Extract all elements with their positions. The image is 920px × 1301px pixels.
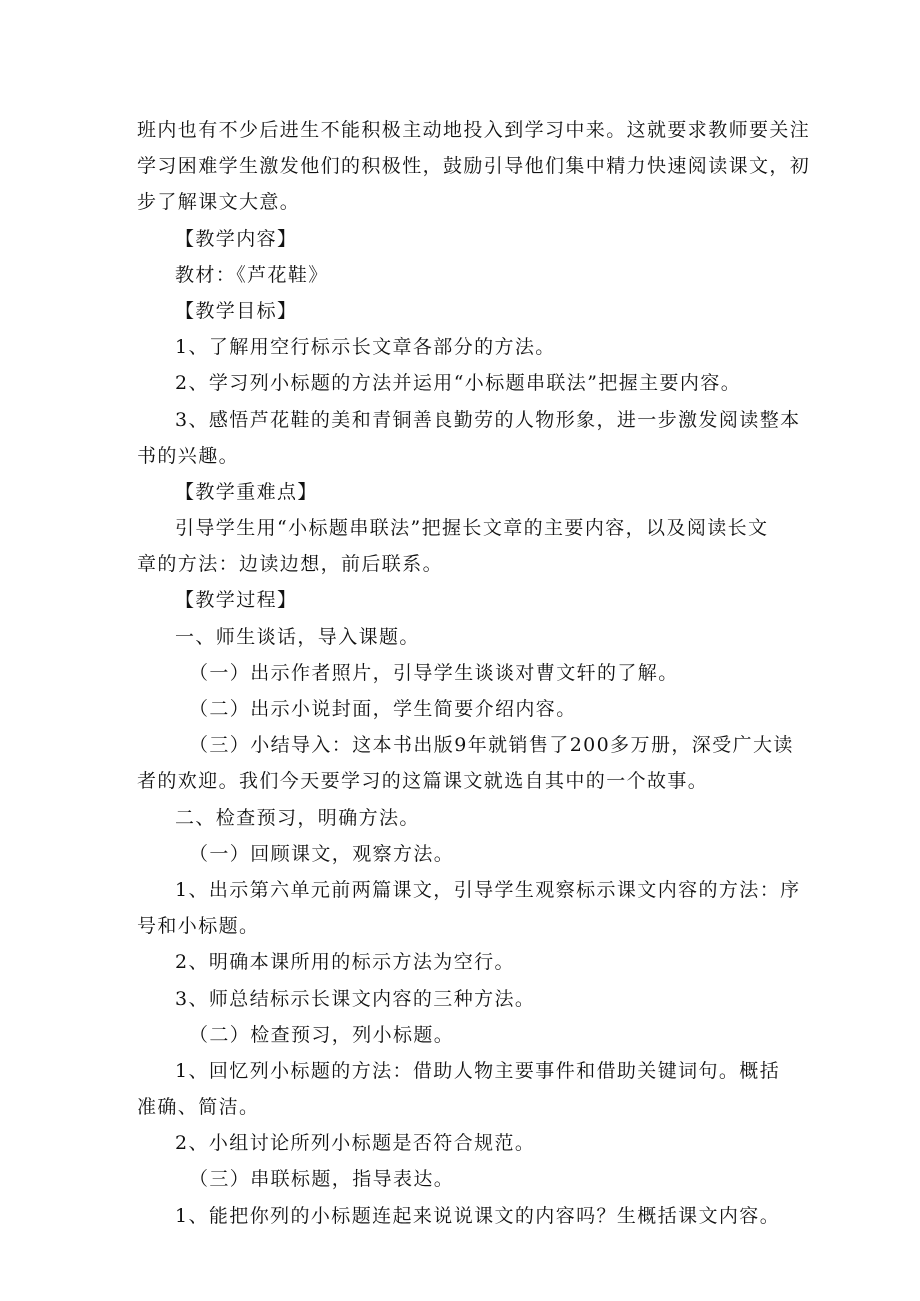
key-points-text: 引导学生用“小标题串联法”把握长文章的主要内容，以及阅读长文 — [175, 517, 769, 540]
process-substep: （二）出示小说封面，学生简要介绍内容。 — [189, 698, 577, 720]
process-step: 二、检查预习，明确方法。 — [175, 806, 420, 829]
objective-item: 2、学习列小标题的方法并运用“小标题串联法”把握主要内容。 — [175, 372, 742, 395]
section-heading-objectives: 【教学目标】 — [175, 299, 298, 322]
process-substep: （一）出示作者照片，引导学生谈谈对曹文轩的了解。 — [189, 661, 679, 684]
process-substep-continued: 者的欢迎。我们今天要学习的这篇课文就选自其中的一个故事。 — [137, 770, 709, 793]
process-item: 3、师总结标示长课文内容的三种方法。 — [175, 987, 536, 1010]
objective-item: 3、感悟芦花鞋的美和青铜善良勤劳的人物形象，进一步激发阅读整本 — [175, 408, 801, 431]
textbook-line: 教材：《芦花鞋》 — [175, 263, 329, 286]
objective-item-continued: 书的兴趣。 — [137, 444, 240, 467]
process-item: 1、回忆列小标题的方法：借助人物主要事件和借助关键词句。概括 — [175, 1059, 781, 1082]
process-item: 2、明确本课所用的标示方法为空行。 — [175, 951, 515, 974]
process-substep: （三）串联标题，指导表达。 — [189, 1168, 455, 1191]
objective-item: 1、了解用空行标示长文章各部分的方法。 — [175, 336, 556, 359]
section-heading-key-points: 【教学重难点】 — [175, 480, 318, 503]
process-substep: （二）检查预习，列小标题。 — [189, 1023, 455, 1046]
body-text-line: 步了解课文大意。 — [137, 191, 301, 214]
process-item-continued: 号和小标题。 — [137, 915, 260, 938]
body-text-line: 学习困难学生激发他们的积极性，鼓励引导他们集中精力快速阅读课文，初 — [137, 155, 811, 178]
process-item-continued: 准确、简洁。 — [137, 1096, 260, 1119]
document-body — [137, 112, 811, 1234]
section-heading-process: 【教学过程】 — [175, 589, 298, 612]
key-points-text-continued: 章的方法：边读边想，前后联系。 — [137, 553, 444, 576]
process-item: 1、能把你列的小标题连起来说说课文的内容吗？生概括课文内容。 — [175, 1204, 781, 1227]
process-item: 1、出示第六单元前两篇课文，引导学生观察标示课文内容的方法：序 — [175, 878, 801, 901]
process-item: 2、小组讨论所列小标题是否符合规范。 — [175, 1132, 536, 1155]
body-text-line: 班内也有不少后进生不能积极主动地投入到学习中来。这就要求教师要关注 — [137, 119, 811, 141]
section-heading-content: 【教学内容】 — [175, 227, 298, 250]
process-substep: （三）小结导入：这本书出版9年就销售了200多万册，深受广大读 — [189, 734, 794, 757]
process-step: 一、师生谈话，导入课题。 — [175, 625, 420, 648]
process-substep: （一）回顾课文，观察方法。 — [189, 842, 455, 865]
